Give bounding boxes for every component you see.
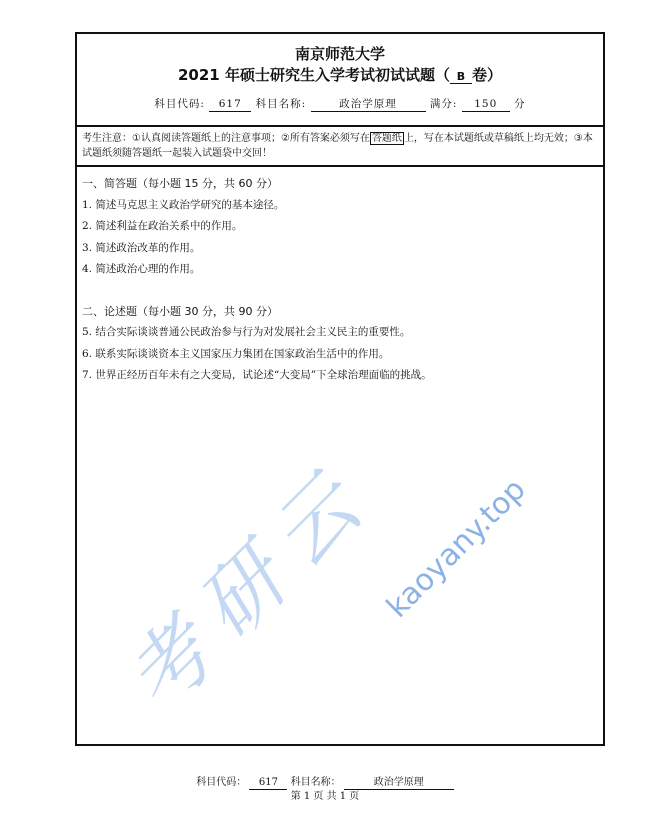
footer-code-label: 科目代码： xyxy=(196,777,247,788)
footer-code: 617 xyxy=(249,776,287,790)
subject-name: 政治学原理 xyxy=(311,98,426,112)
question: 7. 世界正经历百年未有之大变局，试论述“大变局”下全球治理面临的挑战。 xyxy=(82,369,432,381)
name-label: 科目名称: xyxy=(255,98,307,110)
questions xyxy=(77,167,603,393)
section-heading: 二、论述题（每小题 30 分，共 90 分） xyxy=(82,304,278,318)
title-text: 2021 年硕士研究生入学考试初试试题（ xyxy=(178,66,450,84)
title-suffix: 卷） xyxy=(471,66,502,84)
footer-name: 政治学原理 xyxy=(344,776,454,790)
footer-name-label: 科目名称： xyxy=(290,777,341,788)
watermark-logo: 考研云 xyxy=(107,446,392,730)
score-unit: 分 xyxy=(514,98,526,110)
footer xyxy=(0,776,650,804)
school-name: 南京师范大学 xyxy=(294,45,385,63)
full-score: 150 xyxy=(462,98,510,112)
watermark-url: kaoyany.top xyxy=(380,472,533,625)
question: 5. 结合实际谈谈普通公民政治参与行为对发展社会主义民主的重要性。 xyxy=(82,326,411,338)
question: 2. 简述利益在政治关系中的作用。 xyxy=(82,220,243,232)
notice-boxed: 答题纸 xyxy=(371,133,402,144)
exam-paper xyxy=(75,32,605,746)
score-label: 满分: xyxy=(429,98,458,110)
notice-text: 考生注意：①认真阅读答题纸上的注意事项；②所有答案必须写在 xyxy=(82,133,370,144)
question: 4. 简述政治心理的作用。 xyxy=(82,263,201,275)
exam-title xyxy=(77,64,603,86)
section-heading: 一、简答题（每小题 15 分，共 60 分） xyxy=(82,177,278,190)
header xyxy=(77,34,603,127)
notice-text-2: 上，写在本试题纸或草稿纸上均无效；③本试题纸须随答题纸一起装入试题袋中交回！ xyxy=(82,133,593,159)
question: 3. 简述政治改革的作用。 xyxy=(82,241,201,254)
subject-info xyxy=(77,96,603,112)
notice xyxy=(77,127,603,167)
question: 6. 联系实际谈谈资本主义国家压力集团在国家政治生活中的作用。 xyxy=(82,347,390,360)
paper-type: B xyxy=(450,70,472,84)
question: 1. 简述马克思主义政治学研究的基本途径。 xyxy=(82,198,285,211)
subject-code: 617 xyxy=(209,98,251,112)
page-number: 第 1 页 共 1 页 xyxy=(290,791,360,802)
code-label: 科目代码: xyxy=(154,98,205,110)
